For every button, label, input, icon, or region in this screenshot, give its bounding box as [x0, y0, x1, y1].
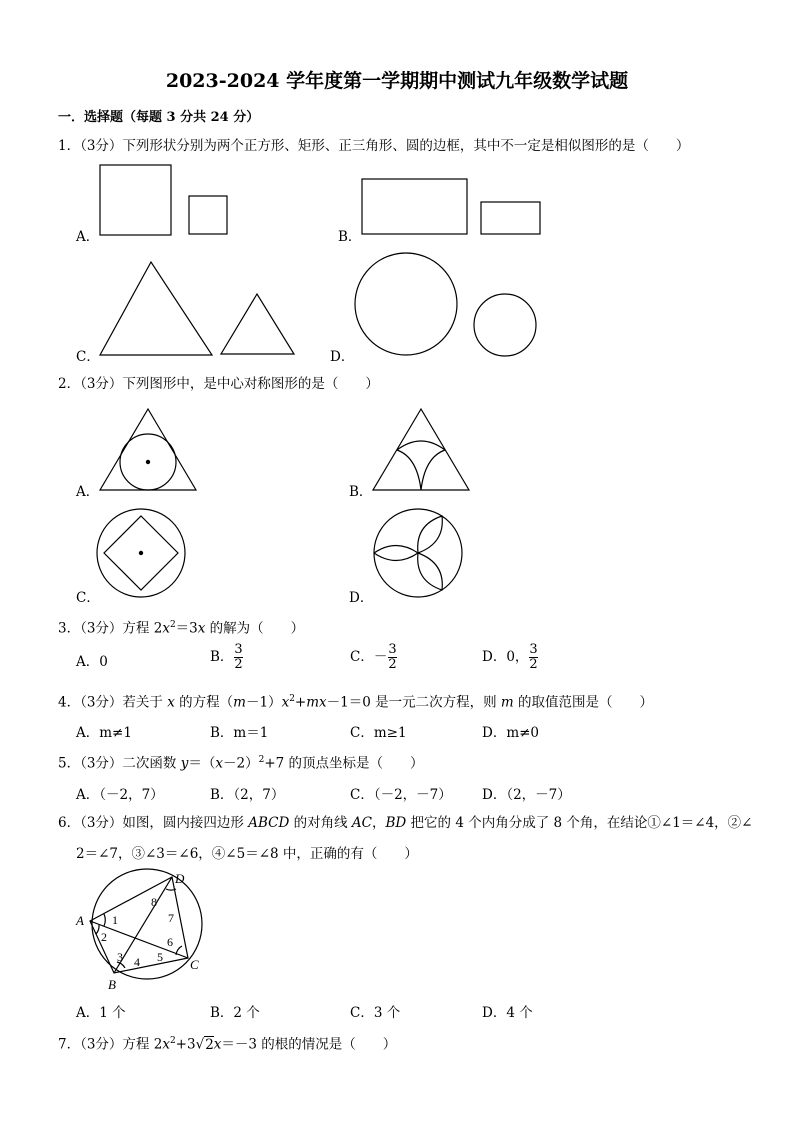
q4-option-c: C．m≥1 [350, 725, 407, 741]
q3-option-d-label: D．0， [482, 649, 529, 665]
q6-option-d: D．4 个 [482, 1005, 533, 1021]
q6-var: ABCD [248, 815, 290, 831]
q7-var: x [162, 1036, 170, 1053]
q6-text: 6．（3分）如图，圆内接四边形 [58, 815, 249, 831]
q7-radicand: 2 [205, 1036, 214, 1053]
q6-text: 的对角线 [289, 815, 352, 831]
question-6-stem-line-2: 2＝∠7，③∠3＝∠6，④∠5＝∠8 中，正确的有（ ） [76, 846, 418, 862]
q4-option-b: B．m＝1 [210, 725, 269, 741]
q3-var-x2: x [197, 620, 206, 637]
q4-var: m [500, 694, 514, 711]
q6-angle-1: 1 [112, 913, 118, 927]
q4-option-a: A．m≠1 [76, 725, 132, 741]
q4-var: m [233, 694, 246, 711]
fraction-denominator: 2 [529, 657, 538, 672]
q4-text: + [294, 694, 307, 711]
q6-label-b: B [108, 977, 116, 992]
q6-var: AC [351, 815, 372, 831]
q1-option-d-label: D． [330, 349, 355, 365]
q6-angle-5: 5 [157, 950, 163, 964]
q3-option-c-label: C．－ [350, 649, 388, 665]
q2-option-d-label: D． [349, 590, 374, 606]
fraction-denominator: 2 [234, 657, 243, 672]
q6-angle-arc [166, 889, 176, 890]
q6-option-a: A．1 个 [76, 1005, 126, 1021]
q5-var: y [180, 755, 189, 772]
q6-angle-6: 6 [167, 935, 173, 949]
fraction-numerator: 3 [529, 642, 538, 657]
question-4-stem: 4．（3分）若关于 x 的方程$(m-1)x^2+mx-1=0$ 是一元二次方程，则 m 的取值范围是（ ） [58, 694, 654, 711]
q6-angle-7: 7 [168, 911, 174, 925]
q6-angle-arc [96, 925, 99, 934]
q1-option-a-label: A． [76, 229, 100, 245]
q6-label-c: C [190, 957, 199, 972]
q3-option-a: A．0 [76, 654, 108, 670]
fraction-denominator: 2 [388, 657, 397, 672]
q4-text: 的方程（ [174, 694, 234, 711]
q7-text: 7．（3分）方程 2 [58, 1036, 163, 1053]
section-heading: 一．选择题（每题 3 分共 24 分） [58, 110, 260, 125]
q7-var: x [213, 1036, 222, 1053]
q3-mid: ＝3 [175, 620, 198, 637]
q5-var: x [215, 755, 223, 772]
q1-option-c-label: C． [76, 349, 100, 365]
q3-suffix: 的解为（ ） [205, 620, 305, 637]
q6-label-a: A [76, 913, 84, 928]
q5-option-b: B．（2，7） [210, 787, 285, 803]
question-2-stem: 2．（3分）下列图形中，是中心对称图形的是（ ） [58, 376, 379, 392]
q6-angle-4: 4 [134, 955, 140, 969]
q3-option-b-label: B． [210, 649, 234, 665]
question-5-stem: 5．（3分）二次函数 $y=(x-2)^2+7$ 的顶点坐标是（ ） [58, 755, 424, 772]
q6-option-b: B．2 个 [210, 1005, 260, 1021]
q4-var: x [167, 694, 175, 711]
q6-label-d: D [175, 871, 185, 886]
q7-text: ＝－3 的根的情况是（ ） [221, 1036, 397, 1053]
q2-option-b-label: B． [349, 484, 373, 500]
q3-prefix: 3．（3分）方程 2 [58, 620, 163, 637]
q5-text: －2） [223, 755, 259, 772]
q4-var: mx [306, 694, 327, 711]
q4-text: 的取值范围是（ ） [513, 694, 654, 711]
q5-option-c: C．（－2，－7） [350, 787, 452, 803]
q1-option-b-label: B． [338, 229, 362, 245]
fraction-numerator: 3 [234, 642, 243, 657]
q4-text: －1） [245, 694, 282, 711]
q4-var: x [281, 694, 290, 711]
q6-var: BD [385, 815, 407, 831]
q2-option-c-label: C． [76, 590, 100, 606]
fraction-numerator: 3 [388, 642, 397, 657]
q6-angle-8: 8 [151, 895, 157, 909]
sqrt-symbol: √ [195, 1036, 205, 1053]
q3-var-x: x [162, 620, 170, 637]
q5-text: +7 的顶点坐标是（ ） [264, 755, 424, 772]
q4-text: －1＝0 是一元二次方程，则 [326, 694, 501, 711]
q6-text: ， [372, 815, 386, 831]
q2-option-a-label: A． [76, 484, 100, 500]
q5-text: 5．（3分）二次函数 [58, 755, 181, 772]
q5-option-a: A．（－2，7） [76, 787, 164, 803]
q6-angle-arc [104, 914, 105, 926]
q4-text: 4．（3分）若关于 [58, 694, 168, 711]
q6-angle-2: 2 [101, 930, 107, 944]
question-3-stem: 3．（3分）方程 $2x^2=3x$ 的解为（ ） [58, 620, 305, 637]
question-7-stem: 7．（3分）方程 $2x^2+3√2x=-3$ 的根的情况是（ ） [58, 1036, 397, 1053]
q6-option-c: C．3 个 [350, 1005, 401, 1021]
q5-option-d: D．（2，－7） [482, 787, 571, 803]
q6-angle-3: 3 [117, 950, 123, 964]
question-1-stem: 1．（3分）下列形状分别为两个正方形、矩形、正三角形、圆的边框，其中不一定是相似图形的是（ ） [58, 138, 690, 154]
page-title: 2023-2024 学年度第一学期期中测试九年级数学试题 [165, 70, 629, 92]
q4-option-d: D．m≠0 [482, 725, 540, 741]
q6-text: 把它的 4 个内角分成了 8 个角，在结论①∠1＝∠4，②∠ [406, 815, 753, 831]
q7-text: +3 [175, 1036, 196, 1053]
q5-text: ＝（ [188, 755, 216, 772]
